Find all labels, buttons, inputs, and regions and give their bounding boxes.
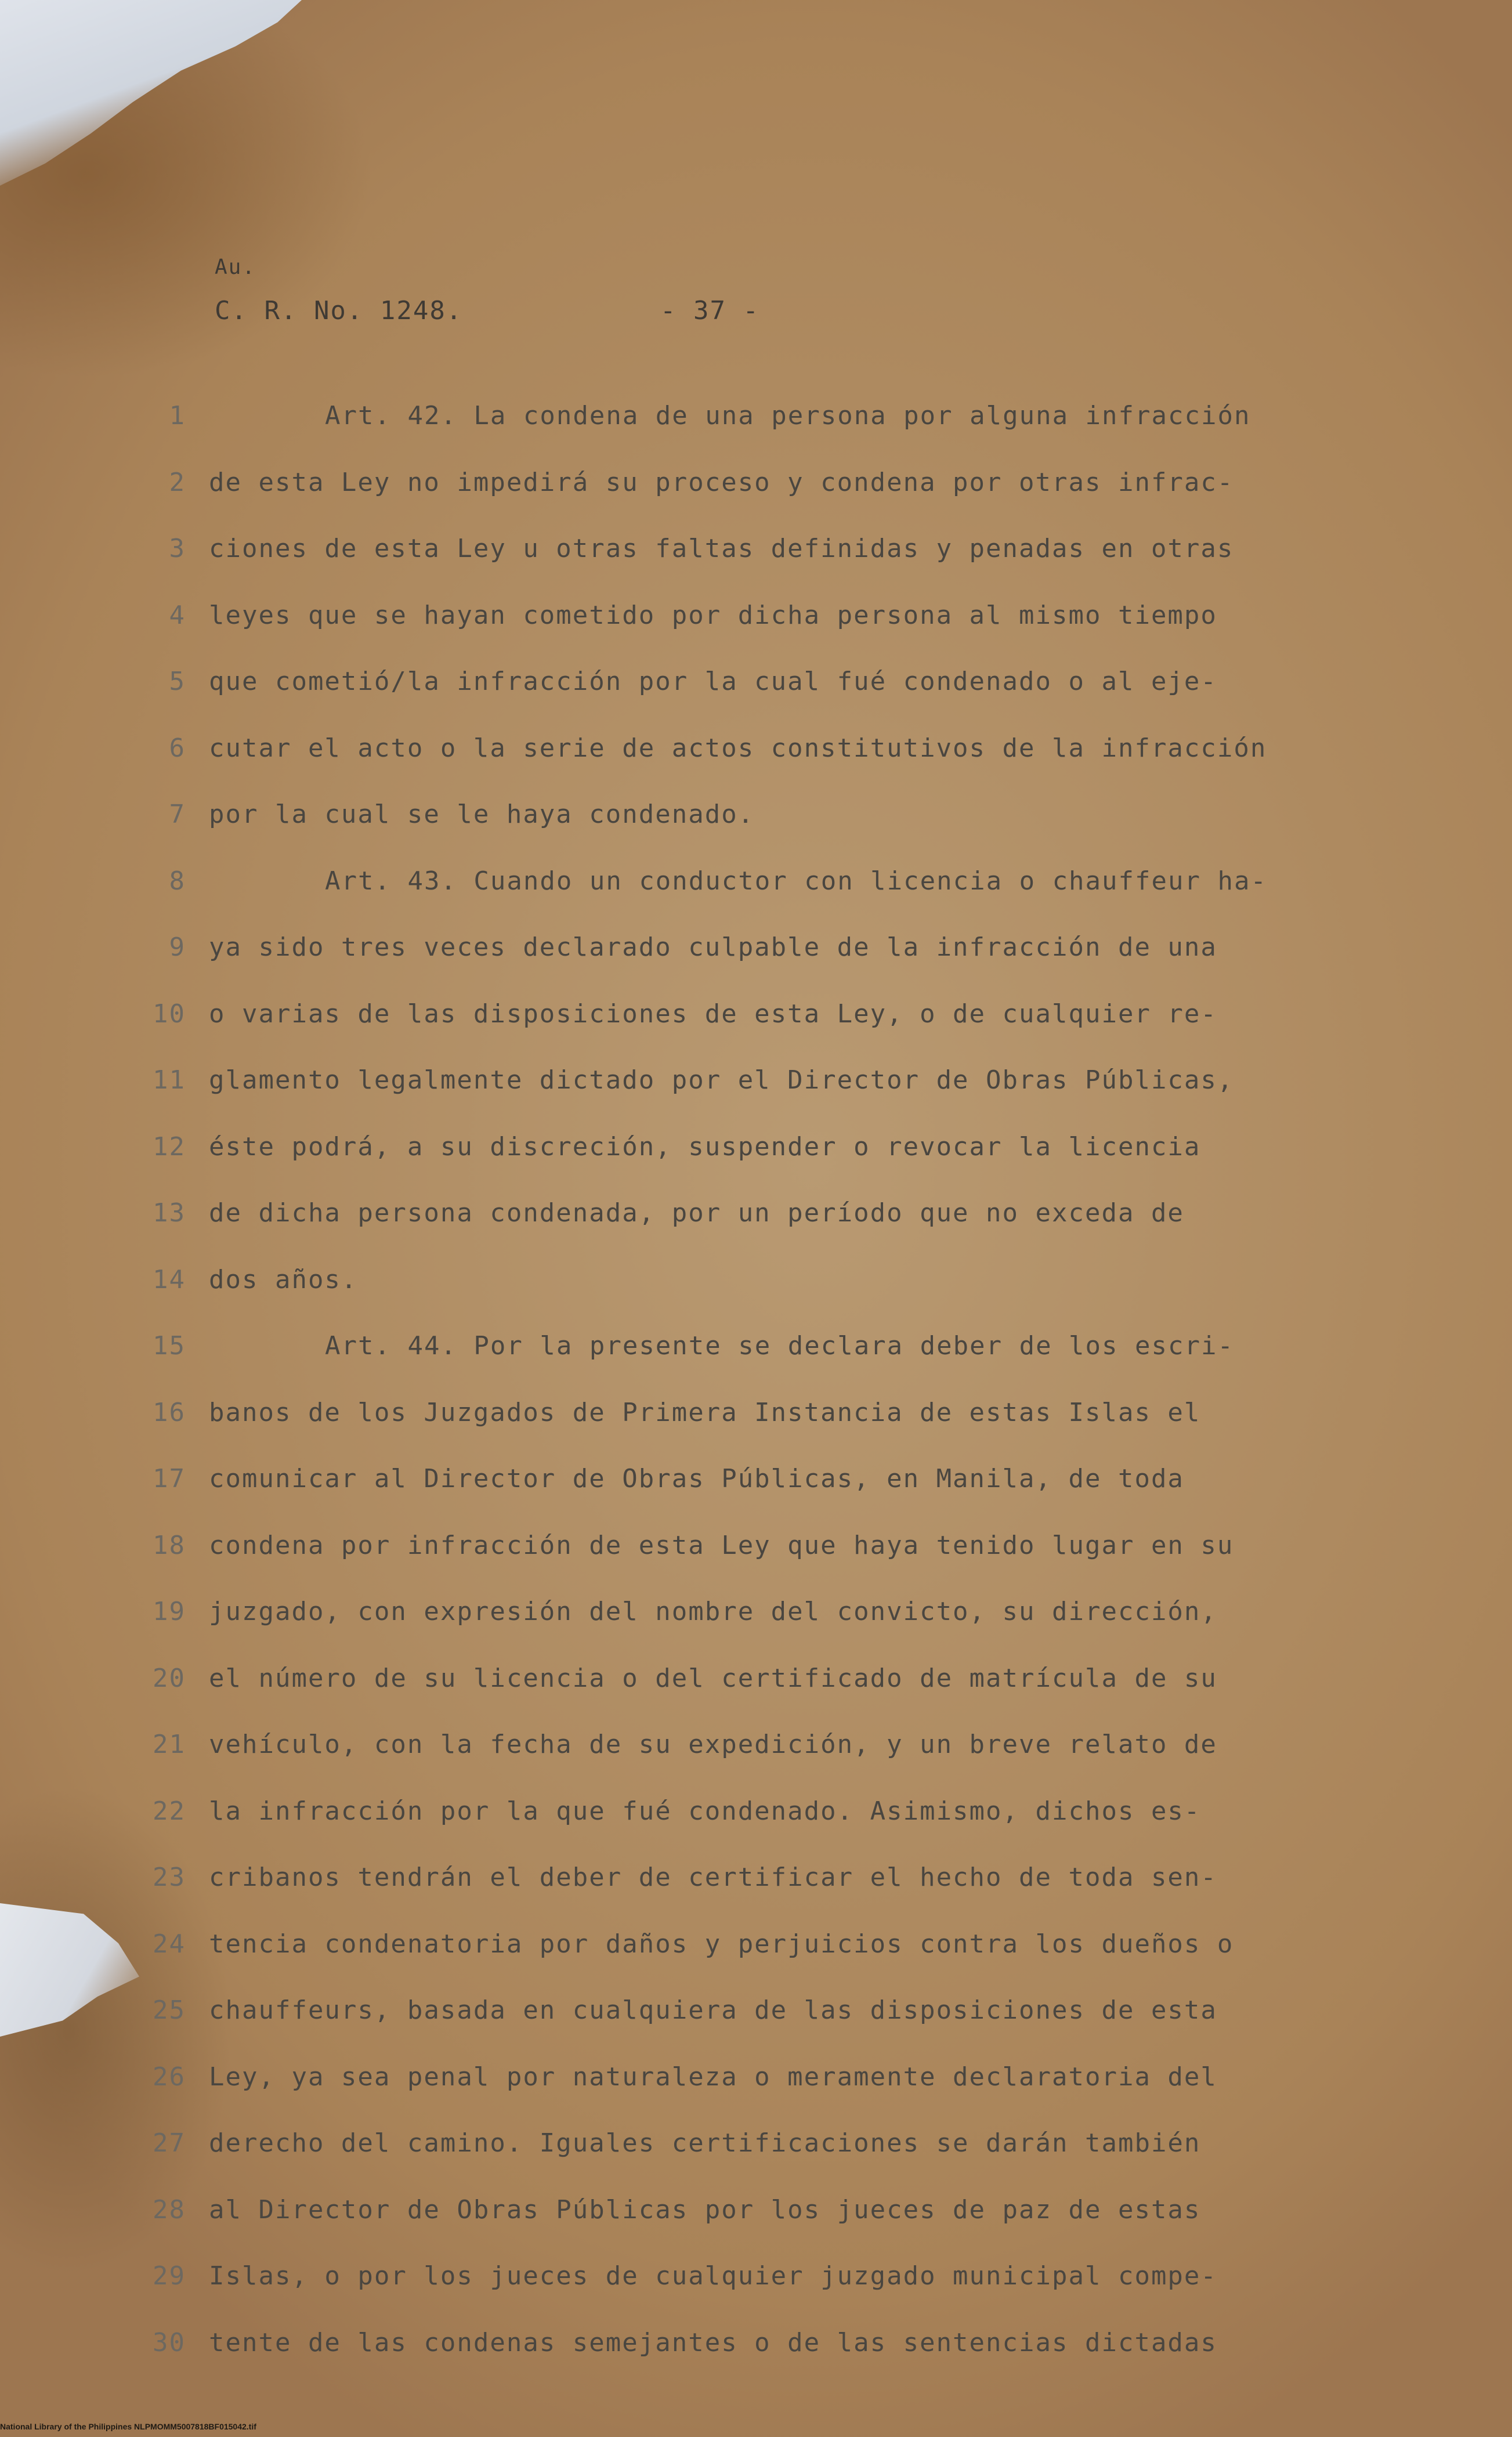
line-number: 13 — [153, 1198, 186, 1228]
text-line — [139, 1180, 1445, 1247]
line-text: o varias de las disposiciones de esta Ley, o de cualquier re- — [209, 999, 1217, 1029]
line-number: 8 — [169, 866, 186, 896]
text-line — [139, 1977, 1445, 2044]
text-line — [139, 715, 1445, 782]
line-text: derecho del camino. Iguales certificaciones se darán también — [209, 2128, 1201, 2158]
line-number: 4 — [169, 600, 186, 630]
line-number: 25 — [153, 1995, 186, 2025]
text-line — [139, 1845, 1445, 1911]
line-number: 7 — [169, 800, 186, 829]
line-number: 19 — [153, 1597, 186, 1626]
line-number: 14 — [153, 1264, 186, 1295]
line-text: leyes que se hayan cometido por dicha persona al mismo tiempo — [209, 600, 1217, 630]
line-text: Islas, o por los jueces de cualquier juzgado municipal compe- — [209, 2261, 1217, 2291]
line-text: Ley, ya sea penal por naturaleza o meramente declaratoria del — [209, 2062, 1217, 2092]
text-line — [139, 1313, 1445, 1380]
line-number: 20 — [153, 1663, 186, 1693]
line-text: comunicar al Director de Obras Públicas, en Manila, de toda — [209, 1464, 1184, 1494]
line-number: 26 — [153, 2062, 186, 2092]
line-text: al Director de Obras Públicas por los jueces de paz de estas — [209, 2194, 1201, 2225]
text-line — [139, 1247, 1445, 1314]
text-line — [139, 2044, 1445, 2111]
text-line — [139, 782, 1445, 848]
line-text: Art. 43. Cuando un conductor con licencia o chauffeur ha- — [325, 866, 1267, 896]
line-text: banos de los Juzgados de Primera Instancia de estas Islas el — [209, 1397, 1201, 1427]
archive-footer: National Library of the Philippines NLPMOMM5007818BF015042.tif — [0, 2422, 256, 2431]
torn-corner-damage — [0, 0, 302, 186]
line-number: 10 — [153, 999, 186, 1029]
text-line — [139, 1513, 1445, 1579]
line-text: Art. 42. La condena de una persona por alguna infracción — [325, 401, 1251, 431]
line-number: 30 — [153, 2327, 186, 2358]
line-number: 6 — [169, 733, 186, 763]
text-line — [139, 2110, 1445, 2177]
line-text: el número de su licencia o del certificado de matrícula de su — [209, 1663, 1217, 1693]
text-line — [139, 1646, 1445, 1712]
line-number: 12 — [153, 1131, 186, 1162]
text-line — [139, 516, 1445, 583]
text-line — [139, 981, 1445, 1048]
line-number: 16 — [153, 1397, 186, 1427]
text-line — [139, 1579, 1445, 1646]
bill-reference: C. R. No. 1248. — [215, 296, 463, 326]
text-line — [139, 1380, 1445, 1447]
line-text: por la cual se le haya condenado. — [209, 800, 755, 829]
text-line — [139, 649, 1445, 715]
line-number: 18 — [153, 1530, 186, 1560]
line-number: 1 — [169, 401, 186, 431]
text-line — [139, 2310, 1445, 2377]
line-text: glamento legalmente dictado por el Director de Obras Públicas, — [209, 1065, 1234, 1095]
line-number: 21 — [153, 1730, 186, 1759]
handwritten-annotation: Au. — [215, 255, 256, 279]
line-number: 3 — [169, 534, 186, 563]
text-line — [139, 450, 1445, 516]
text-line — [139, 2177, 1445, 2244]
line-number: 27 — [153, 2128, 186, 2158]
numbered-text-body — [139, 383, 1445, 2376]
text-line — [139, 383, 1445, 450]
text-line — [139, 1778, 1445, 1845]
line-number: 2 — [169, 467, 186, 497]
line-text: condena por infracción de esta Ley que haya tenido lugar en su — [209, 1530, 1234, 1560]
line-text: ya sido tres veces declarado culpable de la infracción de una — [209, 932, 1217, 962]
line-text: chauffeurs, basada en cualquiera de las disposiciones de esta — [209, 1995, 1217, 2025]
line-number: 28 — [153, 2194, 186, 2225]
line-text: ciones de esta Ley u otras faltas definidas y penadas en otras — [209, 534, 1234, 563]
line-text: de esta Ley no impedirá su proceso y condena por otras infrac- — [209, 467, 1234, 497]
line-number: 29 — [153, 2261, 186, 2291]
line-text: de dicha persona condenada, por un período que no exceda de — [209, 1198, 1184, 1228]
line-text: juzgado, con expresión del nombre del convicto, su dirección, — [209, 1597, 1217, 1626]
line-number: 5 — [169, 667, 186, 696]
line-text: vehículo, con la fecha de su expedición, y un breve relato de — [209, 1730, 1217, 1759]
line-number: 17 — [153, 1464, 186, 1494]
line-text: la infracción por la que fué condenado. Asimismo, dichos es- — [209, 1796, 1201, 1826]
line-number: 23 — [153, 1863, 186, 1892]
text-line — [139, 1446, 1445, 1513]
text-line — [139, 1911, 1445, 1978]
line-text: Art. 44. Por la presente se declara deber de los escri- — [325, 1331, 1234, 1361]
line-number: 11 — [153, 1065, 186, 1095]
text-line — [139, 1712, 1445, 1778]
text-line — [139, 1047, 1445, 1114]
line-text: tencia condenatoria por daños y perjuicios contra los dueños o — [209, 1929, 1234, 1959]
line-number: 24 — [153, 1929, 186, 1959]
line-text: dos años. — [209, 1264, 358, 1295]
line-text: tente de las condenas semejantes o de las sentencias dictadas — [209, 2327, 1217, 2358]
torn-edge-damage — [0, 1903, 139, 2037]
text-line — [139, 583, 1445, 649]
text-line — [139, 914, 1445, 981]
line-text: que cometió/la infracción por la cual fué condenado o al eje- — [209, 667, 1217, 696]
text-line — [139, 2243, 1445, 2310]
line-number: 22 — [153, 1796, 186, 1826]
line-number: 15 — [153, 1331, 186, 1361]
page-number: - 37 - — [660, 296, 759, 326]
line-number: 9 — [169, 932, 186, 962]
text-line — [139, 848, 1445, 915]
line-text: cutar el acto o la serie de actos constitutivos de la infracción — [209, 733, 1267, 763]
line-text: éste podrá, a su discreción, suspender o revocar la licencia — [209, 1131, 1201, 1162]
line-text: cribanos tendrán el deber de certificar el hecho de toda sen- — [209, 1863, 1217, 1892]
text-line — [139, 1114, 1445, 1181]
